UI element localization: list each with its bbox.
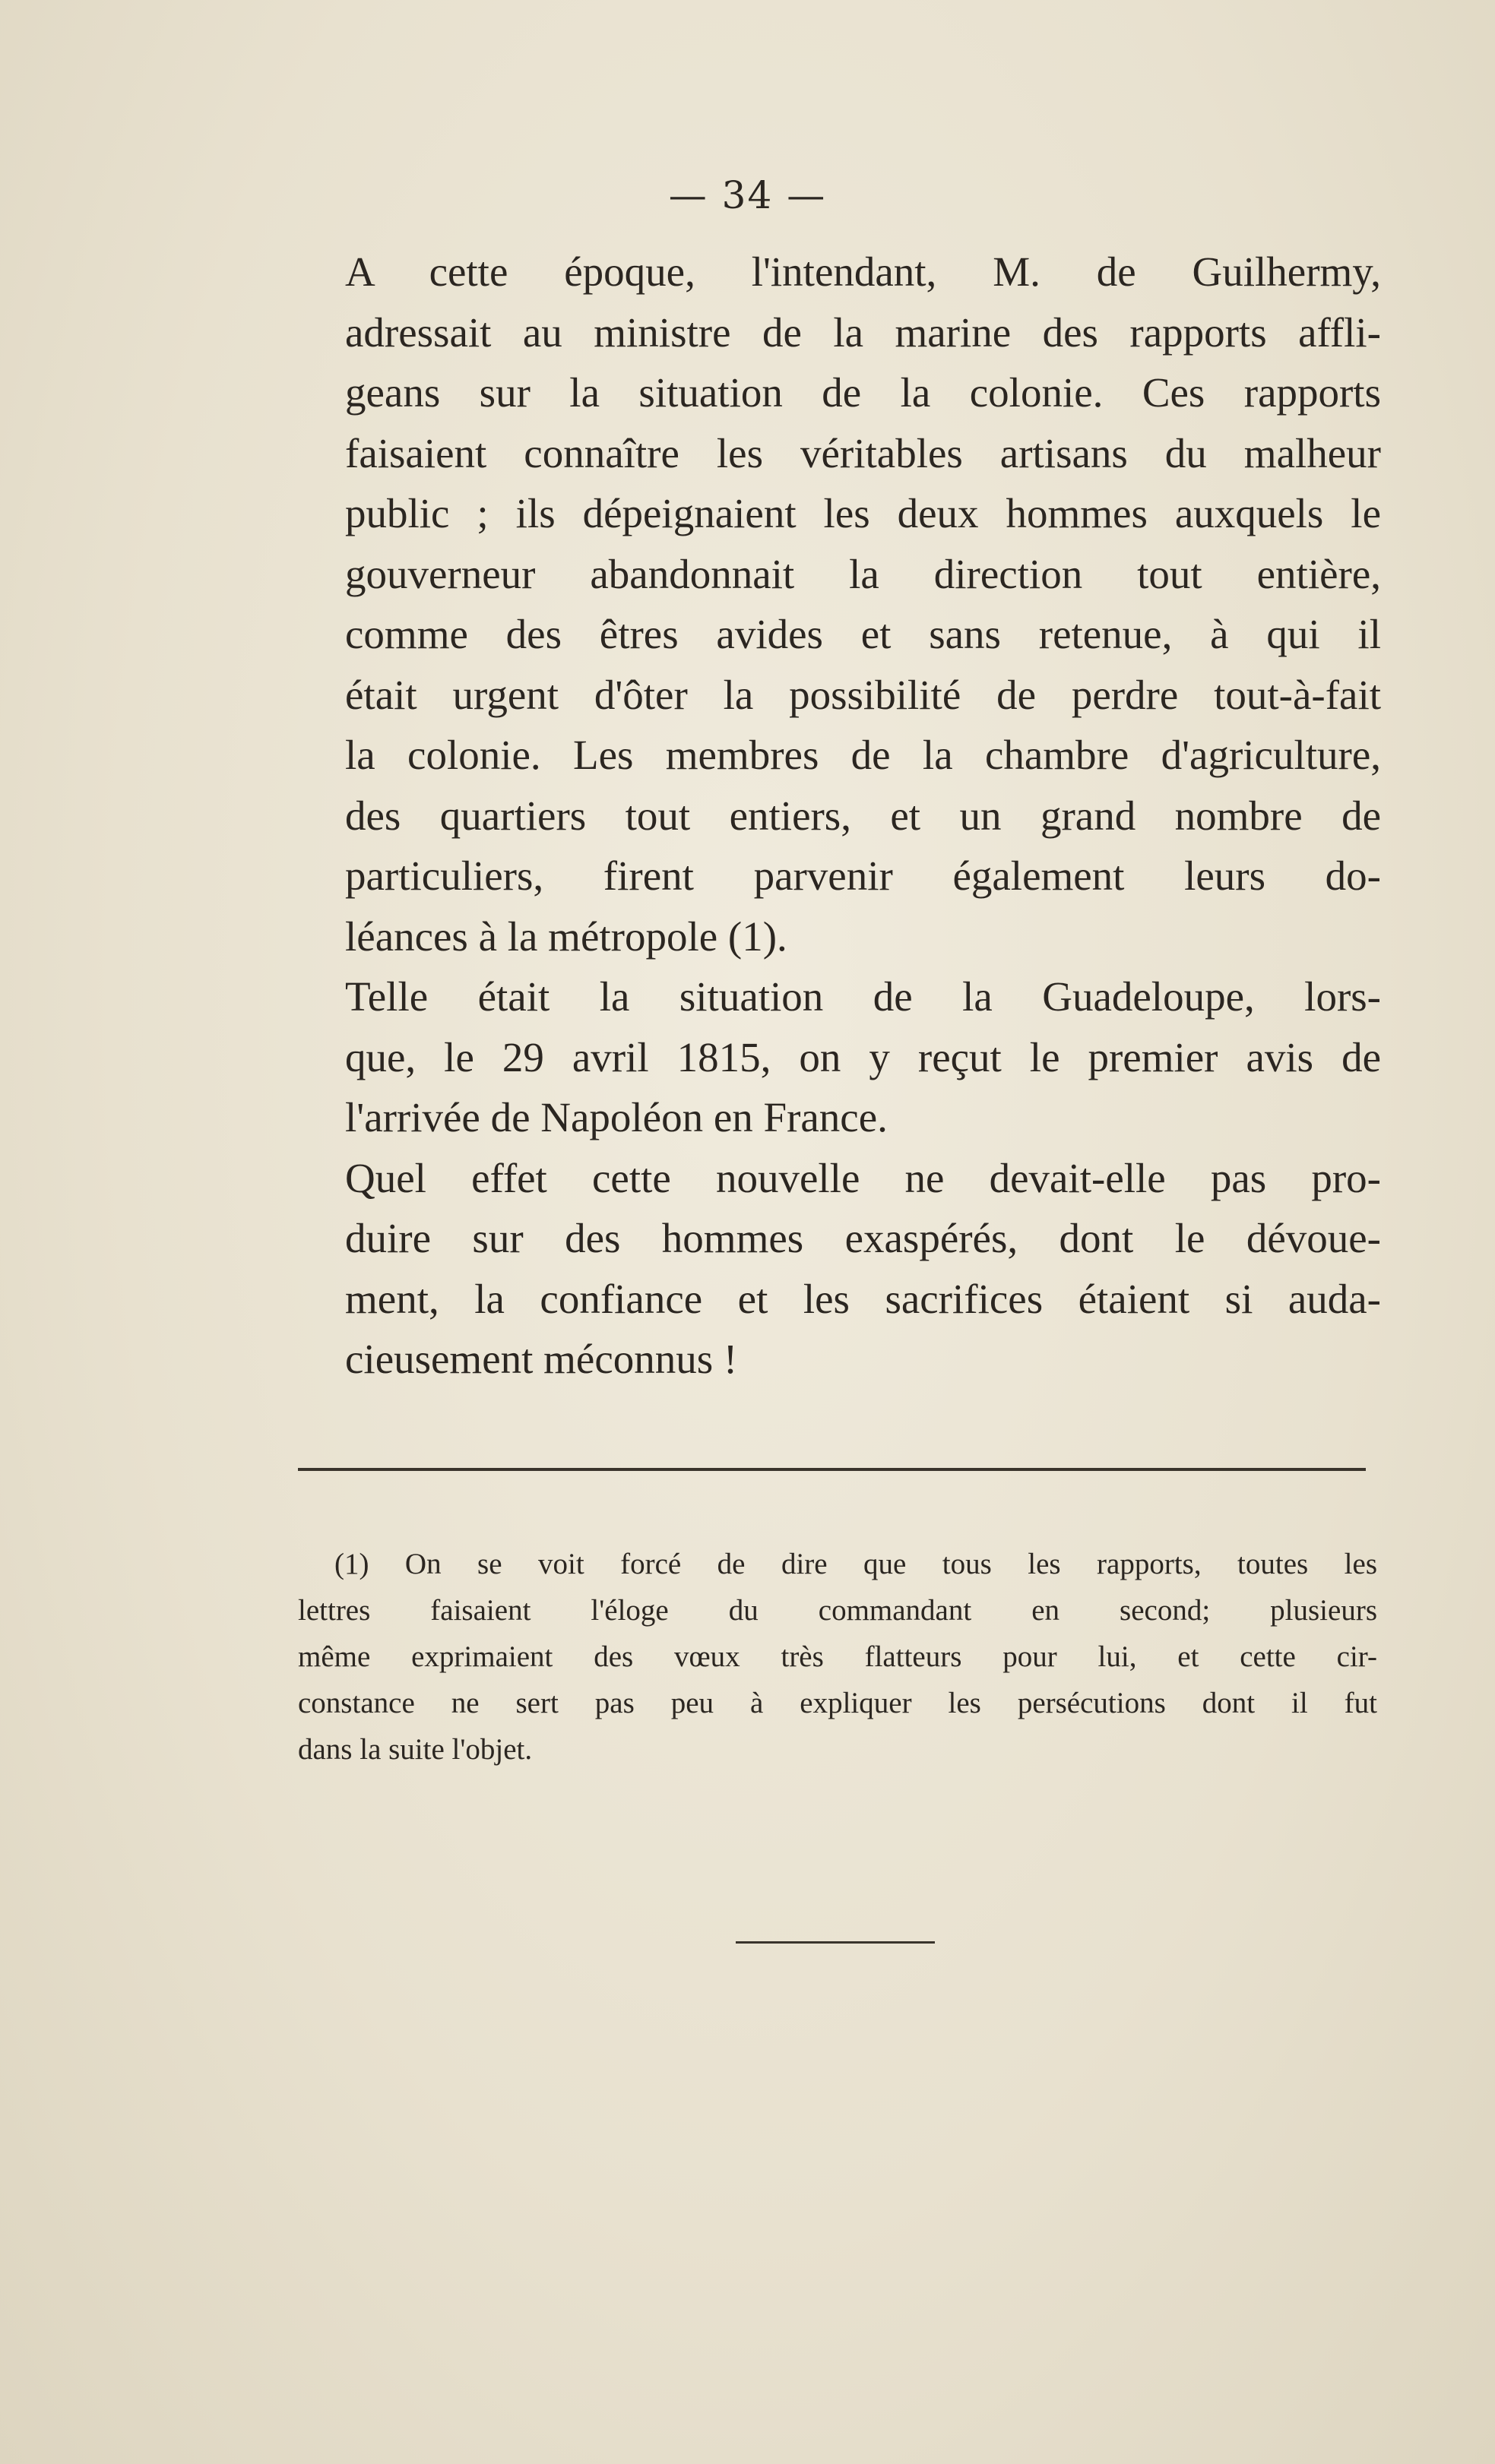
text-line: léances à la métropole (1).	[345, 913, 787, 960]
text-line: Quel effet cette nouvelle ne devait-elle pas pro-	[345, 1154, 1381, 1201]
text-line: comme des êtres avides et sans retenue, à qui il	[345, 611, 1381, 657]
text-line: adressait au ministre de la marine des rapports affli-	[345, 308, 1381, 356]
paragraph-1	[298, 242, 1381, 966]
text-line: cieusement méconnus !	[345, 1336, 738, 1382]
main-text	[298, 242, 1381, 1390]
text-line: gouverneur abandonnait la direction tout entière,	[345, 550, 1381, 597]
paragraph-3	[298, 1148, 1381, 1390]
text-line: des quartiers tout entiers, et un grand nombre de	[345, 792, 1381, 839]
footnote-line: (1) On se voit forcé de dire que tous les rapports, toutes les	[334, 1548, 1377, 1580]
text-line: public ; ils dépeignaient les deux hommes auxquels le	[345, 490, 1381, 536]
footnote-line: dans la suite l'objet.	[298, 1733, 533, 1766]
page-number: — 34 —	[668, 173, 827, 217]
paragraph-2	[298, 966, 1381, 1148]
footnote-line: lettres faisaient l'éloge du commandant en second; plusieurs	[298, 1594, 1377, 1627]
footnote	[298, 1541, 1377, 1773]
text-line: duire sur des hommes exaspérés, dont le dévoue-	[345, 1215, 1381, 1261]
text-line: était urgent d'ôter la possibilité de perdre tout-à-fait	[345, 671, 1381, 718]
text-line: ment, la confiance et les sacrifices étaient si auda-	[345, 1275, 1381, 1322]
text-line: Telle était la situation de la Guadeloupe, lors-	[345, 973, 1381, 1020]
text-line: l'arrivée de Napoléon en France.	[345, 1094, 888, 1140]
text-line: la colonie. Les membres de la chambre d'agriculture,	[345, 732, 1381, 778]
text-line: particuliers, firent parvenir également leurs do-	[345, 852, 1381, 899]
footnote-line: même exprimaient des vœux très flatteurs pour lui, et cette cir-	[298, 1640, 1377, 1673]
footnote-line: constance ne sert pas peu à expliquer les persécutions dont il fut	[298, 1687, 1377, 1719]
text-line: que, le 29 avril 1815, on y reçut le premier avis de	[345, 1033, 1381, 1080]
text-line: geans sur la situation de la colonie. Ces rapports	[345, 369, 1381, 416]
footnote-separator-rule	[298, 1468, 1366, 1471]
end-ornament-rule	[736, 1941, 935, 1944]
text-line: A cette époque, l'intendant, M. de Guilhermy,	[345, 248, 1381, 295]
text-line: faisaient connaître les véritables artisans du malheur	[345, 429, 1381, 476]
